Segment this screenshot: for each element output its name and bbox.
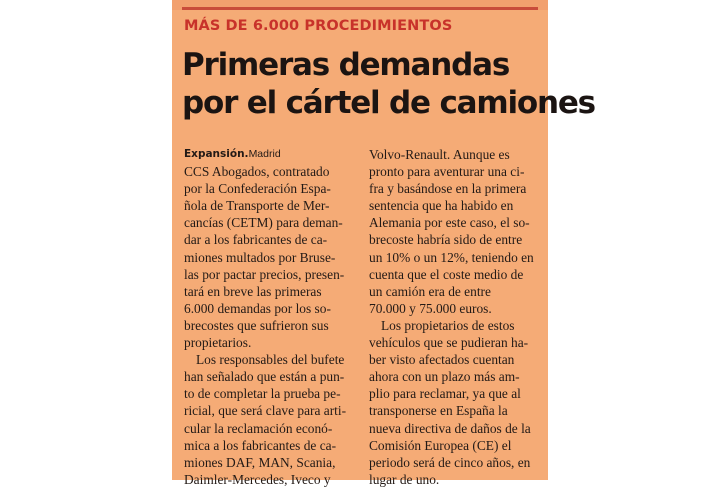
left-line-15: ricial, que será clave para arti- <box>184 403 347 419</box>
left-line-9: 6.000 demandas por los so- <box>184 300 331 316</box>
left-line-7: las por pactar precios, presen- <box>184 266 345 282</box>
left-line-11: propietarios. <box>184 335 252 351</box>
right-line-9: un camión era de entre <box>369 283 491 299</box>
right-line-13: ber visto afectados cuentan <box>369 352 515 368</box>
right-line-14: ahora con un plazo más am- <box>369 369 520 385</box>
byline-source: Expansión. <box>184 148 249 160</box>
right-line-1: Volvo-Renault. Aunque es <box>369 147 510 162</box>
left-line-5: dar a los fabricantes de ca- <box>184 232 328 248</box>
left-line-12: Los responsables del bufete <box>196 352 345 368</box>
right-line-5: Alemania por este caso, el so- <box>369 215 530 231</box>
left-line-1: CCS Abogados, contratado <box>184 164 330 180</box>
right-line-4: sentencia que ha habido en <box>369 198 514 214</box>
newspaper-clipping <box>172 0 595 487</box>
right-line-19: periodo será de cinco años, en <box>369 454 531 470</box>
left-line-3: ñola de Transporte de Mer- <box>184 198 330 214</box>
left-line-17: mica a los fabricantes de ca- <box>184 437 337 453</box>
right-line-15: plio para reclamar, ya que al <box>369 386 521 402</box>
left-line-4: cancías (CETM) para deman- <box>184 215 343 231</box>
left-line-13: han señalado que están a pun- <box>184 369 345 385</box>
byline <box>184 144 356 163</box>
right-line-6: brecoste habría sido de entre <box>369 232 523 248</box>
left-line-6: miones multados por Bruse- <box>184 249 336 265</box>
right-line-16: transponerse en España la <box>369 403 508 419</box>
article-headline <box>182 46 595 122</box>
left-line-2: por la Confederación Espa- <box>184 181 331 197</box>
article-column-right <box>369 146 539 488</box>
byline-city: Madrid <box>248 148 281 160</box>
headline-line-1: Primeras demandas <box>182 47 510 83</box>
right-line-7: un 10% o un 12%, teniendo en <box>369 249 534 265</box>
left-line-16: cular la reclamación econó- <box>184 420 333 436</box>
right-line-12: vehículos que se pudieran ha- <box>369 335 529 351</box>
left-line-14: to de completar la prueba pe- <box>184 386 341 402</box>
article-kicker: MÁS DE 6.000 PROCEDIMIENTOS <box>184 18 453 34</box>
left-line-19: Daimler-Mercedes, Iveco y <box>184 471 331 487</box>
right-line-8: cuenta que el coste medio de <box>369 266 524 282</box>
left-line-10: brecostes que sufrieron sus <box>184 317 329 333</box>
right-line-3: fra y basándose en la primera <box>369 181 527 197</box>
right-line-20: lugar de uno. <box>369 471 440 487</box>
left-line-8: tará en breve las primeras <box>184 283 322 299</box>
right-line-2: pronto para aventurar una ci- <box>369 164 525 180</box>
left-line-18: miones DAF, MAN, Scania, <box>184 454 336 470</box>
headline-line-2: por el cártel de camiones <box>182 85 595 121</box>
right-line-11: Los propietarios de estos <box>381 317 515 333</box>
right-line-10: 70.000 y 75.000 euros. <box>369 300 492 316</box>
right-line-17: nueva directiva de daños de la <box>369 420 531 436</box>
right-line-18: Comisión Europea (CE) el <box>369 437 512 453</box>
top-rule <box>182 7 538 10</box>
article-column-left <box>184 144 356 488</box>
